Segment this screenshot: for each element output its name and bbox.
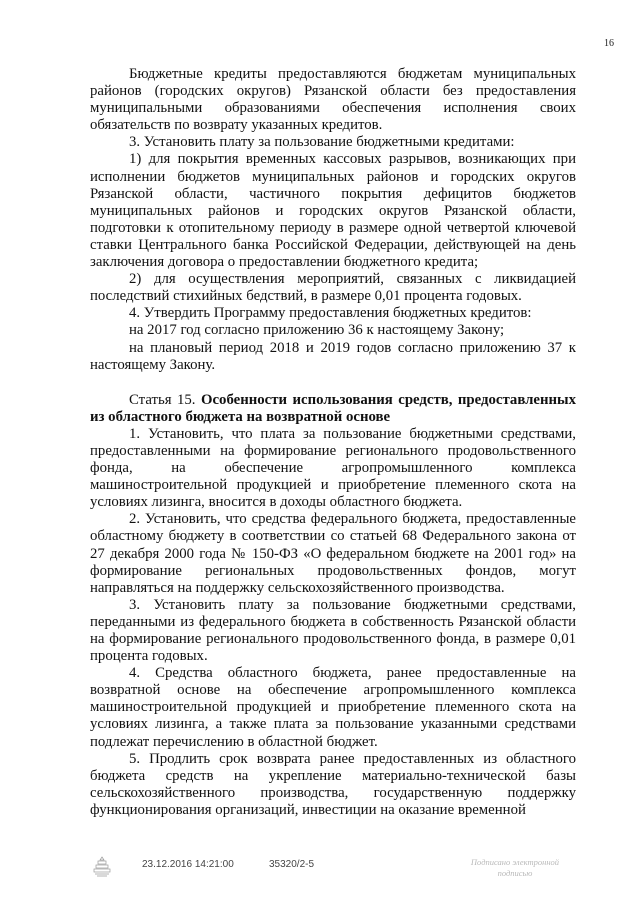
footer-code: 35320/2-5 (269, 859, 315, 870)
footer-date: 23.12.2016 14:21:00 (142, 859, 234, 870)
paragraph: 1) для покрытия временных кассовых разрывов, возникающих при исполнении бюджетов муниципальных районов и городских округов Рязанской области, частичного покрытия дефицитов бюджетов муниципальных районов и городских округов Рязанской области, подготовки к отопительному периоду в размере одной четвертой ключевой ставки Центрального банка Российской Федерации, действующей на день заключения договора о предоставлении бюджетного кредита; (90, 151, 576, 271)
article-paragraph: 2. Установить, что средства федерального бюджета, предоставленные областному бюджету в соответствии со статьей 68 Федерального закона от 27 декабря 2000 года № 150-ФЗ «О федеральном бюджете на 2001 год» на формирование региональных продовольственных фондов, могут направляться на поддержку сельскохозяйственного производства. (90, 511, 576, 596)
page-number: 16 (604, 38, 614, 49)
article-paragraph: 1. Установить, что плата за пользование бюджетными средствами, предоставленными на формирование регионального продовольственного фонда, на обеспечение агропромышленного комплекса машиностроительной продукцией и приобретение племенного скота на условиях лизинга, вносится в доходы областного бюджета. (90, 425, 576, 511)
document-stamp-icon (92, 855, 112, 877)
footer (0, 855, 640, 885)
paragraph: на 2017 год согласно приложению 36 к настоящему Закону; (129, 322, 505, 339)
document-body (90, 66, 576, 819)
article-heading (90, 392, 576, 426)
paragraph: 4. Утвердить Программу предоставления бюджетных кредитов: (129, 305, 532, 322)
article-paragraph: 5. Продлить срок возврата ранее предоставленных из областного бюджета средств на укрепление материально-технической базы сельскохозяйственного производства, государственную поддержку функционирования организаций, инвестиции на оказание временной (90, 750, 576, 818)
paragraph: на плановый период 2018 и 2019 годов согласно приложению 37 к настоящему Закону. (90, 339, 576, 373)
paragraph: 3. Установить плату за пользование бюджетными кредитами: (129, 134, 515, 151)
article-paragraph: 4. Средства областного бюджета, ранее предоставленные на возвратной основе на обеспечение агропромышленного комплекса машиностроительной продукцией и приобретение племенного скота на условиях лизинга, а также плата за пользование указанными средствами подлежат перечислению в областной бюджет. (90, 665, 576, 750)
paragraph: 2) для осуществления мероприятий, связанных с ликвидацией последствий стихийных бедствий, в размере 0,01 процента годовых. (90, 271, 576, 305)
signature-watermark: Подписано электронной подписью (470, 857, 560, 878)
article-paragraph: 3. Установить плату за пользование бюджетными средствами, переданными из федерального бюджета в собственность Рязанской области на формирование регионального продовольственного фонда, в размере 0,01 процента годовых. (90, 596, 576, 665)
article-number: Статья 15. (129, 391, 196, 408)
article-title: Особенности использования средств, предоставленных из областного бюджета на возвратной основе (90, 391, 576, 425)
paragraph: Бюджетные кредиты предоставляются бюджетам муниципальных районов (городских округов) Рязанской области без предоставления муниципальными образованиями обеспечения исполнения своих обязательств по возврату указанных кредитов. (90, 66, 576, 134)
